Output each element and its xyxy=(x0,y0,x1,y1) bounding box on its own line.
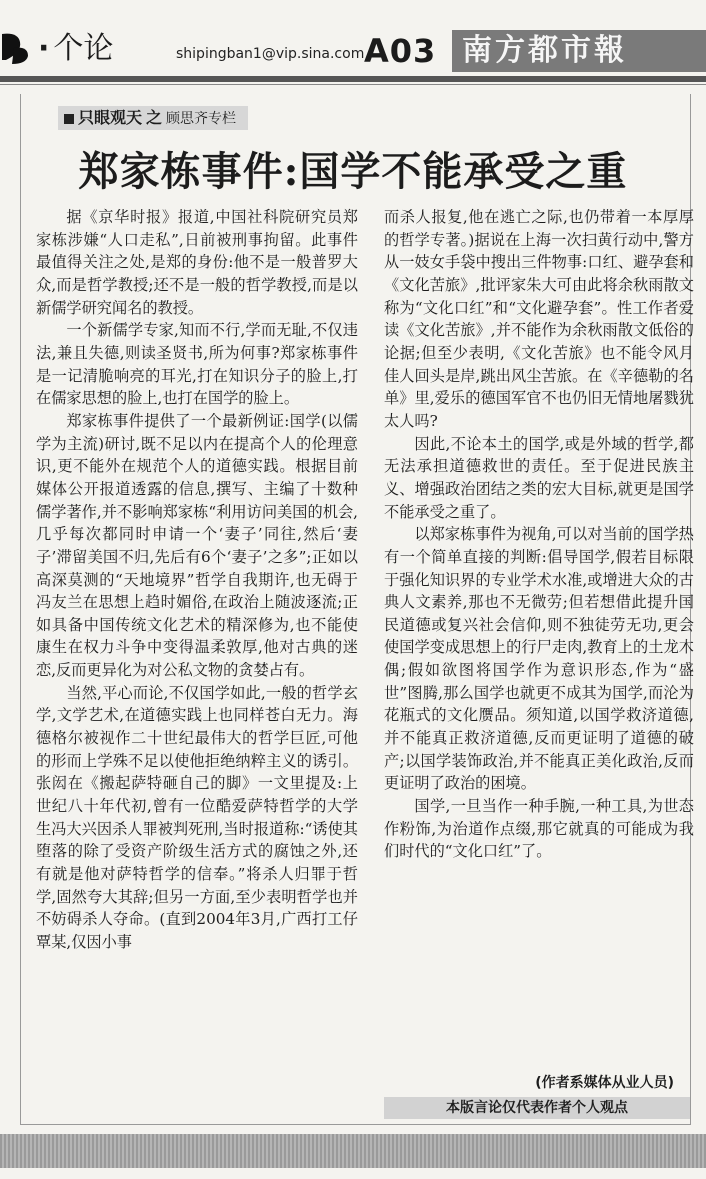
column-author: 顾思齐专栏 xyxy=(166,111,237,127)
editor-email: shipingban1@vip.sina.com xyxy=(176,46,365,62)
frame-bottom-rule xyxy=(20,1124,691,1125)
paragraph: 以郑家栋事件为视角,可以对当前的国学热有一个简单直接的判断:倡导国学,假若目标限于强化知识界的专业学术水准,或增进大众的古典人文素养,那也不无微劳;但若想借此提升国民道德或复兴社会信仰,则不独徒劳无功,更会使国学变成思想上的行尸走肉,教育上的土龙木偶;假如欲图将国学作为意识形态,作为“盛世”图腾,那么国学也就更不成其为国学,而沦为花瓶式的文化赝品。须知道,以国学救济道德,并不能真正救济道德,反而更证明了道德的破产;以国学装饰政治,并不能真正美化政治,反而更证明了政治的困境。 xyxy=(384,525,694,793)
column-name: 只眼观天 xyxy=(78,108,143,127)
header-rule-thin xyxy=(0,84,706,85)
page-header xyxy=(0,18,706,76)
header-rule xyxy=(0,76,706,82)
article-column-left xyxy=(36,206,358,954)
paragraph: 据《京华时报》报道,中国社科院研究员郑家栋涉嫌“人口走私”,日前被刑事拘留。此事件最值得关注之处,是郑的身份:他不是一般普罗大众,而是哲学教授;还不是一般的哲学教授,而是以新儒学研究闻名的教授。 xyxy=(36,208,358,317)
article-headline: 郑家栋事件:国学不能承受之重 xyxy=(78,148,628,195)
paragraph-continuation: 而杀人报复,他在逃亡之际,也仍带着一本厚厚的哲学专著。)据说在上海一次扫黄行动中,警方从一妓女手袋中搜出三件物事:口红、避孕套和《文化苦旅》,批评家朱大可由此将余秋雨散文称为“文化口红”和“文化避孕套”。性工作者爱读《文化苦旅》,并不能作为余秋雨散文低俗的论据;但至少表明,《文化苦旅》也不能令风月佳人回头是岸,跳出风尘苦旅。在《辛德勒的名单》里,爱乐的德国军官不也仍旧无情地屠戮犹太人吗? xyxy=(384,208,694,430)
author-byline: (作者系媒体从业人员) xyxy=(535,1075,674,1091)
article-column-right xyxy=(384,206,694,863)
paragraph: 当然,平心而论,不仅国学如此,一般的哲学玄学,文学艺术,在道德实践上也同样苍白无力。海德格尔被视作二十世纪最伟大的哲学巨匠,可他的形而上学殊不足以使他拒绝纳粹主义的诱引。张闳在《搬起萨特砸自己的脚》一文里提及:上世纪八十年代初,曾有一位酷爱萨特哲学的大学生冯大兴因杀人罪被判死刑,当时报道称:“诱使其堕落的除了受资产阶级生活方式的腐蚀之外,还有就是他对萨特哲学的信奉。”将杀人归罪于哲学,固然夸大其辞;但另一方面,至少表明哲学也并不妨碍杀人夺命。(直到2004年3月,广西打工仔覃某,仅因小事 xyxy=(36,683,358,951)
square-bullet-icon xyxy=(64,114,74,124)
column-mark: 之 xyxy=(146,108,163,127)
frame-left-rule xyxy=(20,94,21,1124)
section-logo-icon xyxy=(0,30,30,66)
disclaimer-notice: 本版言论仅代表作者个人观点 xyxy=(384,1097,690,1119)
paragraph: 郑家栋事件提供了一个最新例证:国学(以儒学为主流)研讨,既不足以内在提高个人的伦理意识,更不能外在规范个人的道德实践。根据目前媒体公开报道透露的信息,撰写、主编了十数种儒学著作,并不影响郑家栋“利用访问美国的机会,几乎每次都同时申请一个‘妻子’同往,然后‘妻子’滞留美国不归,先后有6个‘妻子’之多”;正如以高深莫测的“天地境界”哲学自我期许,也无碍于冯友兰在思想上趋时媚俗,在政治上随波逐流;正如具备中国传统文化艺术的精深修为,也不能使康生在权力斗争中变得温柔敦厚,他对古典的迷恋,反而更异化为对公私文物的贪婪占有。 xyxy=(36,411,358,680)
section-title xyxy=(38,32,113,66)
paragraph: 国学,一旦当作一种手腕,一种工具,为世态作粉饰,为治道作点缀,那它就真的可能成为我们时代的“文化口红”了。 xyxy=(384,797,694,861)
paragraph: 因此,不论本土的国学,或是外域的哲学,都无法承担道德救世的责任。至于促进民族主义、增强政治团结之类的宏大目标,就更是国学不能承受之重了。 xyxy=(384,434,694,521)
newspaper-masthead: 南方都市報 xyxy=(452,30,706,72)
page-number: A03 xyxy=(364,32,437,70)
column-banner xyxy=(58,106,248,130)
section-dot: · xyxy=(38,31,50,66)
footer-bar xyxy=(0,1134,706,1168)
paragraph: 一个新儒学专家,知而不行,学而无耻,不仅违法,兼且失德,则读圣贤书,所为何事?郑家栋事件是一记清脆响亮的耳光,打在知识分子的脸上,打在儒家思想的脸上,也打在国学的脸上。 xyxy=(36,321,358,408)
section-name: 个论 xyxy=(53,31,114,66)
